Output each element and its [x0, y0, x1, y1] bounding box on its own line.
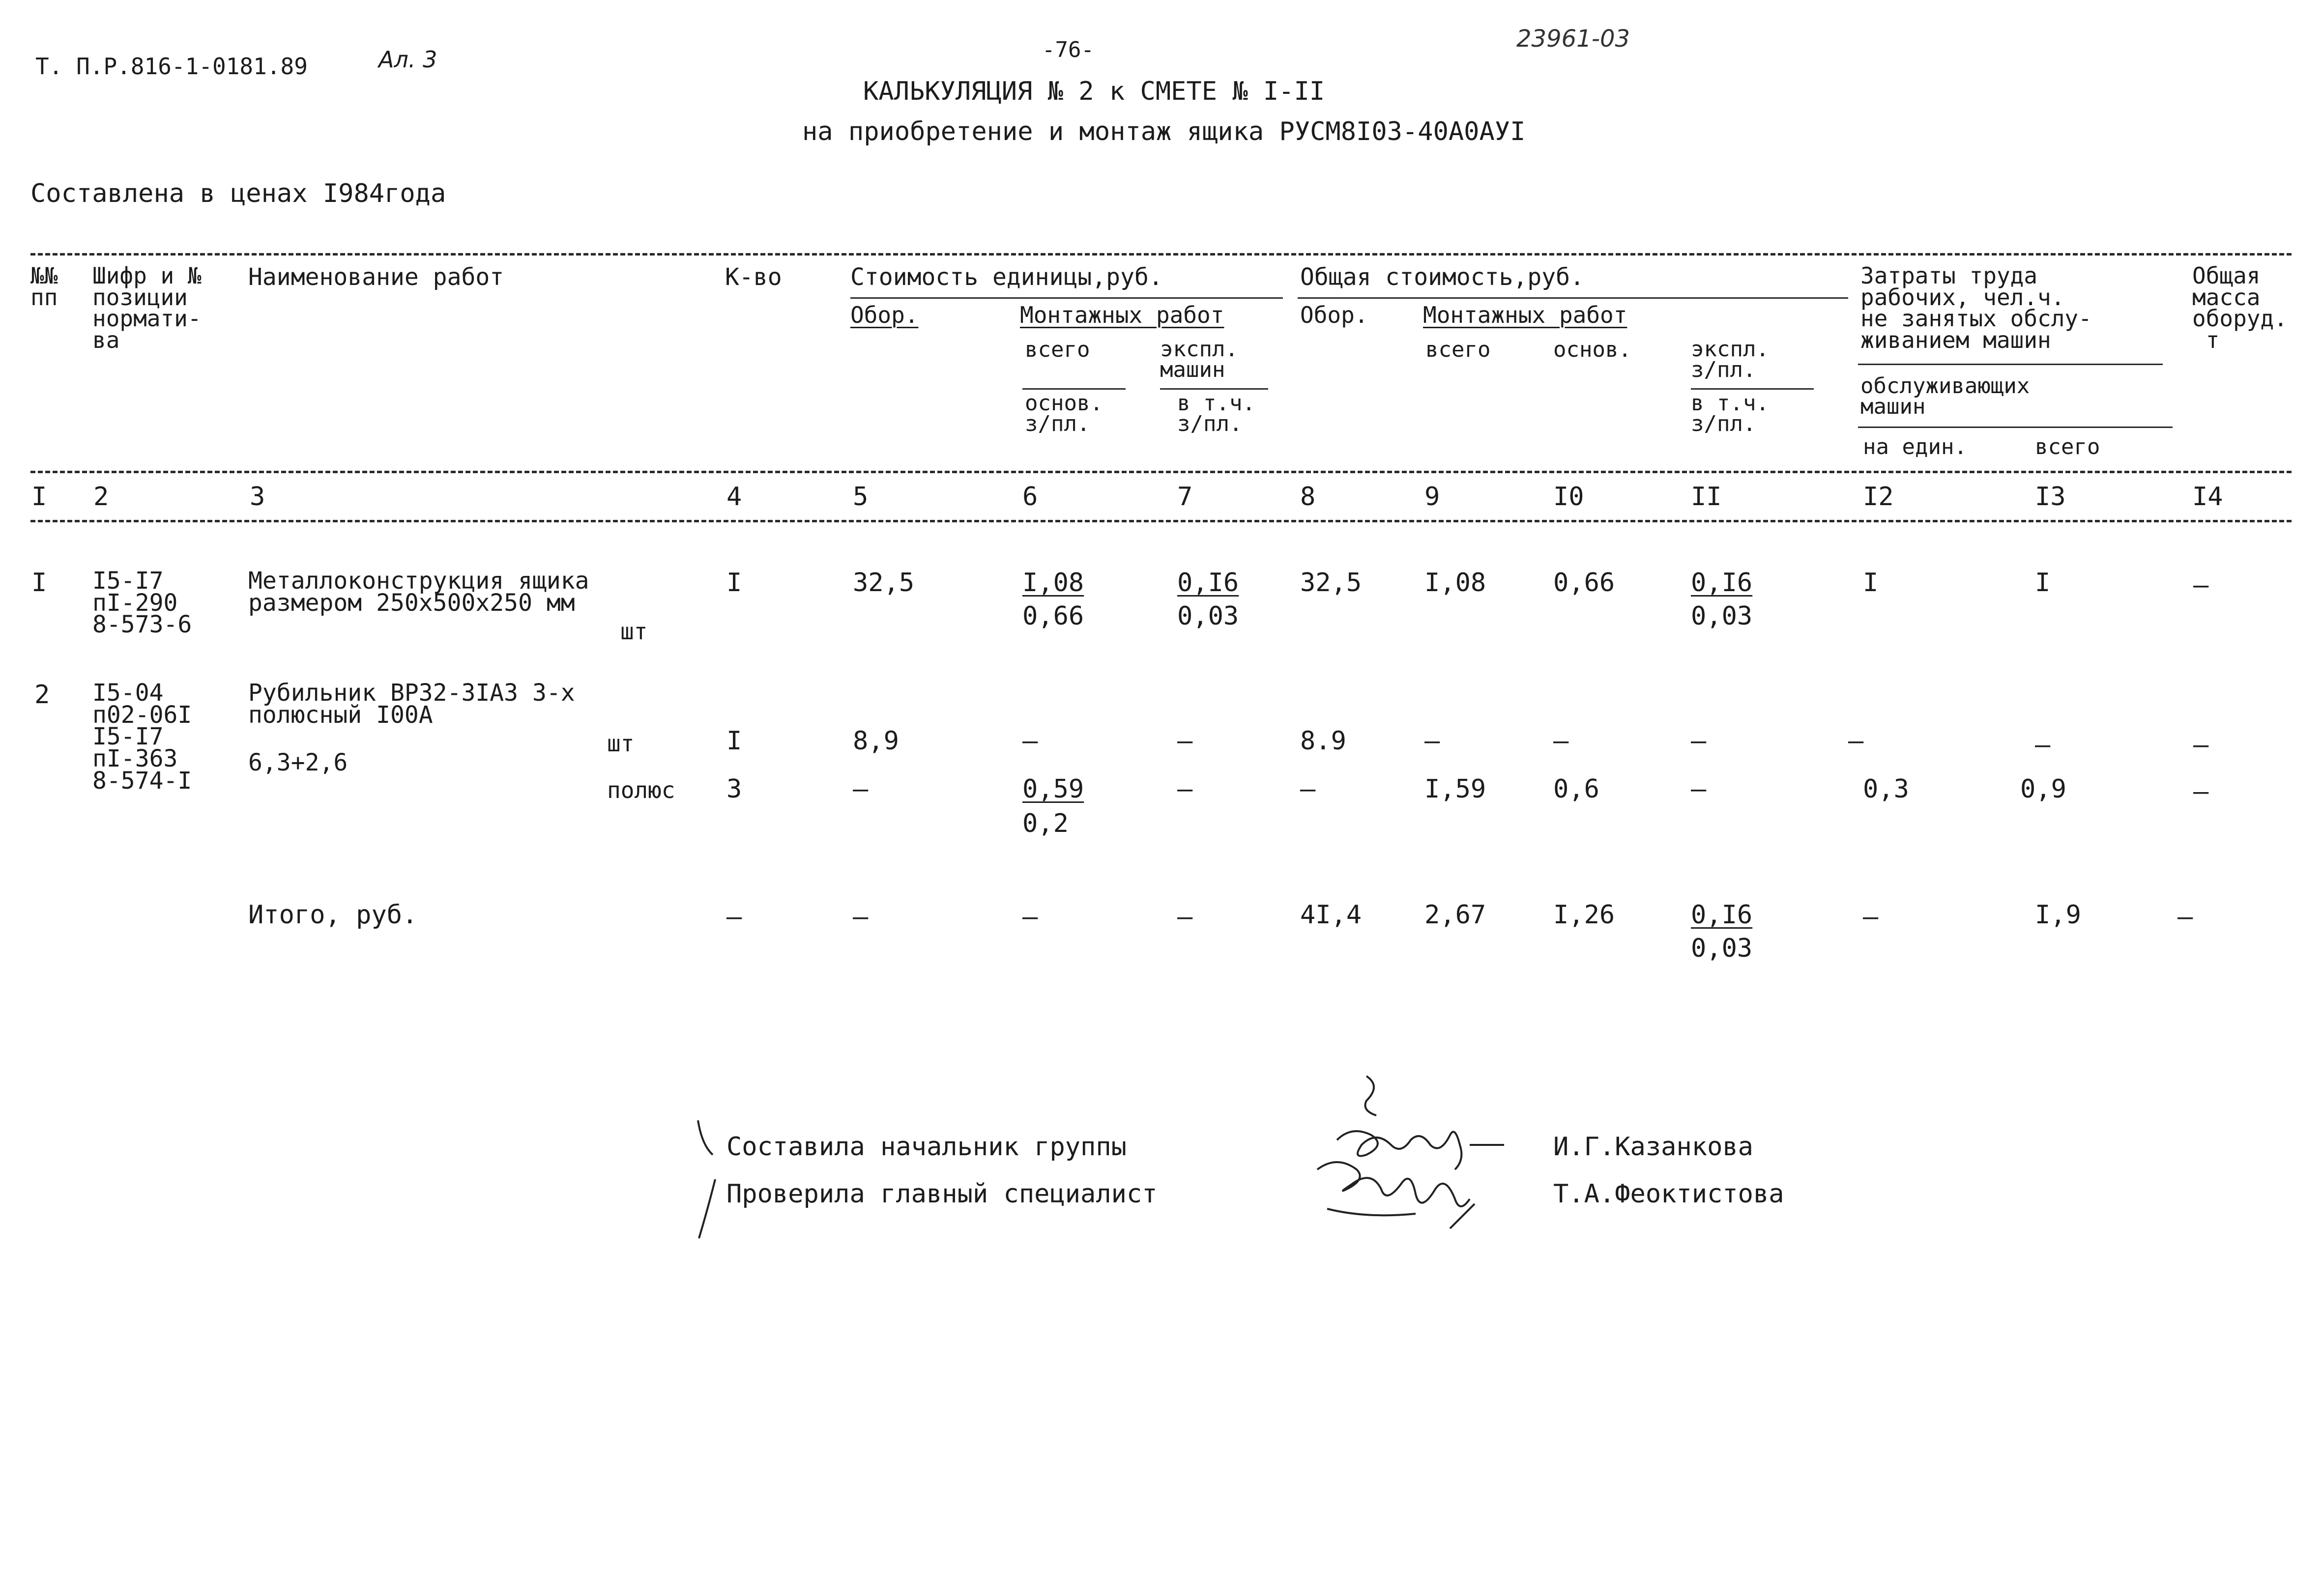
labor-serv-rule [1858, 427, 2173, 428]
col-number: 8 [1300, 482, 1316, 512]
row-unit-vsego: – [1022, 726, 1038, 756]
col-header-number: №№ пп [30, 262, 58, 311]
col-number: I [31, 482, 47, 512]
approval-bracket-mark [693, 1115, 723, 1243]
album-number: Ал. 3 [378, 46, 437, 73]
col-header-code: Шифр и № позиции нормати- ва [92, 262, 202, 354]
row-total-vsego: I,59 [1424, 774, 1486, 804]
column-numbers-rule [30, 520, 2292, 522]
document-title: КАЛЬКУЛЯЦИЯ № 2 к СМЕТЕ № I-II [863, 77, 1325, 106]
row-total-obor: 32,5 [1300, 568, 1362, 598]
row-unit-vtch: 0,03 [1177, 601, 1239, 631]
labor-rule [1858, 364, 2163, 365]
row-mass: – [2193, 570, 2209, 600]
row-total-ekspl: – [1691, 774, 1707, 804]
col-header-name: Наименование работ [248, 263, 504, 291]
row-labor-total: – [2035, 730, 2051, 760]
total-unit-ekspl: – [1177, 902, 1193, 932]
row-unit-ekspl: – [1177, 774, 1193, 804]
col-header-labor: Затраты труда рабочих, чел.ч. не занятых обслу- живанием машин [1860, 262, 2092, 354]
row-unit-obor: 32,5 [853, 568, 915, 598]
row-unit-vsego: 0,59 [1022, 774, 1084, 804]
col-header-total-mont: Монтажных работ [1423, 302, 1627, 328]
col-header-total-vsego: всего [1425, 337, 1491, 362]
row-unit-osnov: 0,2 [1022, 809, 1069, 838]
row-total-osnov: 0,6 [1553, 774, 1599, 804]
col-header-labor-serving: обслуживающих машин [1860, 373, 2030, 419]
row-labor-total: 0,9 [2020, 774, 2066, 804]
col-header-labor-total: всего [2035, 434, 2100, 459]
document-code: Т. П.Р.816-1-0181.89 [35, 53, 308, 80]
row-number: I [31, 568, 47, 598]
row-unit-obor: 8,9 [853, 726, 899, 756]
col-header-total-cost: Общая стоимость,руб. [1300, 263, 1584, 291]
prices-note: Составлена в ценах I984года [30, 179, 446, 208]
inventory-number: 23961-03 [1516, 25, 1630, 53]
row-formula: 6,3+2,6 [248, 749, 348, 776]
total-cost-rule [1298, 297, 1848, 299]
col-number: 5 [853, 482, 869, 512]
table-top-rule [30, 253, 2292, 256]
col-number: 6 [1022, 482, 1038, 512]
row-qty: I [726, 568, 742, 598]
document-subtitle: на приобретение и монтаж ящика РУСМ8I03-40А0АУI [802, 117, 1526, 146]
page-number: -76- [1042, 37, 1094, 62]
col-header-unit-vsego: всего [1025, 337, 1090, 362]
col-number: I4 [2192, 482, 2223, 512]
row-total-vsego: – [1424, 726, 1440, 756]
row-total-osnov: 0,66 [1553, 568, 1615, 598]
total-total-vtch: 0,03 [1691, 934, 1753, 963]
total-unit-obor: – [853, 902, 869, 932]
row-qty: 3 [726, 774, 742, 804]
row-unit-osnov: 0,66 [1022, 601, 1084, 631]
total-ekspl-rule [1691, 388, 1814, 390]
row-total-obor: 8.9 [1300, 726, 1346, 756]
col-number: I0 [1553, 482, 1584, 512]
row-total-obor: – [1300, 774, 1316, 804]
unit-ekspl-rule [1160, 388, 1268, 390]
row-name: Металлоконструкция ящика размером 250х500х250 мм [248, 567, 589, 617]
total-total-vsego: 2,67 [1424, 900, 1486, 930]
col-header-qty: К-во [725, 263, 782, 291]
col-number: 7 [1177, 482, 1193, 512]
col-header-unit-ekspl: экспл. машин [1160, 337, 1238, 382]
checked-by-name: Т.А.Феоктистова [1553, 1179, 1784, 1209]
row-mass: – [2193, 777, 2209, 806]
col-number: 3 [250, 482, 265, 512]
row-total-osnov: – [1553, 726, 1569, 756]
col-header-unit-mont: Монтажных работ [1020, 302, 1224, 328]
row-unit-ekspl: – [1177, 726, 1193, 756]
total-mass: – [2177, 902, 2193, 932]
row-unit: шт [620, 618, 648, 645]
col-header-labor-unit: на един. [1863, 434, 1967, 459]
handwritten-signatures [1307, 1071, 1534, 1258]
col-number: 2 [93, 482, 109, 512]
compiled-by-name: И.Г.Казанкова [1553, 1132, 1753, 1162]
col-header-unit-obor: Обор. [850, 302, 919, 328]
col-number: 4 [726, 482, 742, 512]
row-number: 2 [34, 680, 50, 710]
row-labor-unit: 0,3 [1863, 774, 1909, 804]
col-header-total-obor: Обор. [1300, 302, 1368, 328]
total-total-osnov: I,26 [1553, 900, 1615, 930]
col-number: I2 [1863, 482, 1894, 512]
row-code: I5-I7 пI-290 8-573-6 [92, 567, 192, 639]
col-header-unit-vtch: в т.ч. з/пл. [1177, 391, 1255, 436]
col-header-mass: Общая масса оборуд. т [2192, 262, 2288, 354]
row-unit-obor: – [853, 774, 869, 804]
row-total-vsego: I,08 [1424, 568, 1486, 598]
unit-vsego-rule [1022, 388, 1126, 390]
row-name: Рубильник ВР32-3IА3 3-х полюсный I00А [248, 679, 575, 729]
row-labor-total: I [2035, 568, 2051, 598]
unit-cost-rule [850, 297, 1283, 299]
row-labor-unit: – [1848, 726, 1864, 756]
col-number: II [1691, 482, 1722, 512]
total-labor-unit: – [1863, 902, 1879, 932]
col-number: I3 [2035, 482, 2066, 512]
col-header-unit-osnov: основ. з/пл. [1025, 391, 1103, 436]
row-unit-ekspl: 0,I6 [1177, 568, 1239, 598]
total-qty: – [726, 902, 742, 932]
row-unit-vsego: I,08 [1022, 568, 1084, 598]
col-header-total-vtch: в т.ч. з/пл. [1691, 391, 1769, 436]
row-qty: I [726, 726, 742, 756]
row-labor-unit: I [1863, 568, 1879, 598]
total-total-ekspl: 0,I6 [1691, 900, 1753, 930]
row-unit: шт [607, 730, 635, 757]
row-total-ekspl: 0,I6 [1691, 568, 1753, 598]
total-labor-total: I,9 [2035, 900, 2081, 930]
col-header-total-osnov: основ. [1553, 337, 1631, 362]
total-label: Итого, руб. [248, 900, 418, 930]
row-code: I5-04 п02-06I I5-I7 пI-363 8-574-I [92, 679, 192, 795]
total-unit-vsego: – [1022, 902, 1038, 932]
row-mass: – [2193, 730, 2209, 760]
row-unit: полюс [607, 777, 675, 803]
row-total-ekspl: – [1691, 726, 1707, 756]
compiled-by-role: Составила начальник группы [726, 1132, 1127, 1162]
total-total-obor: 4I,4 [1300, 900, 1362, 930]
header-bottom-rule [30, 471, 2292, 473]
row-total-vtch: 0,03 [1691, 601, 1753, 631]
checked-by-role: Проверила главный специалист [726, 1179, 1158, 1209]
col-number: 9 [1424, 482, 1440, 512]
col-header-total-ekspl: экспл. з/пл. [1691, 337, 1769, 382]
col-header-unit-cost: Стоимость единицы,руб. [850, 263, 1163, 291]
